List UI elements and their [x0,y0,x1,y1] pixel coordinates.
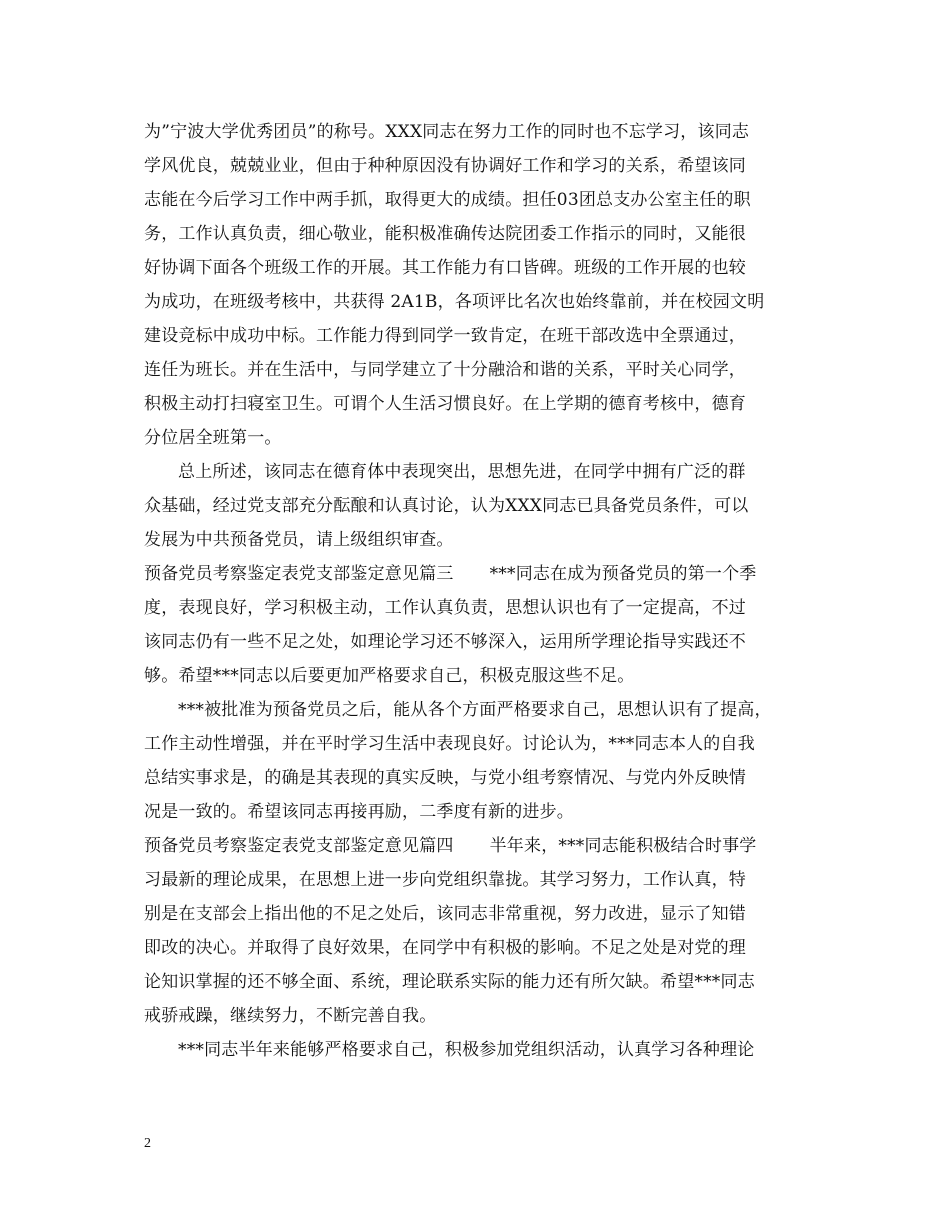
text-line: ***同志半年来能够严格要求自己，积极参加党组织活动，认真学习各种理论 [178,1040,755,1060]
section-heading-text: ***同志在成为预备党员的第一个季 [489,564,757,584]
text-line: 该同志仍有一些不足之处，如理论学习还不够深入，运用所学理论指导实践还不 [144,632,746,652]
section-heading-line [144,557,824,591]
text-line: 学风优良，兢兢业业，但由于种种原因没有协调好工作和学习的关系，希望该同 [144,156,746,176]
text-line: 为”宁波大学优秀团员”的称号。XXX同志在努力工作的同时也不忘学习，该同志 [144,122,750,142]
text-line: 习最新的理论成果，在思想上进一步向党组织靠拢。其学习努力，工作认真，特 [144,870,746,890]
text-line: 戒骄戒躁，继续努力，不断完善自我。 [144,1006,437,1026]
body-text [144,115,824,1067]
text-line: 连任为班长。并在生活中，与同学建立了十分融洽和谐的关系，平时关心同学， [144,360,746,380]
text-line: 为成功，在班级考核中，共获得 2A1B，各项评比名次也始终靠前，并在校园文明 [144,292,765,312]
text-line: 分位居全班第一。 [144,428,282,448]
text-line: 况是一致的。希望该同志再接再励，二季度有新的进步。 [144,802,574,822]
text-line: 建设竞标中成功中标。工作能力得到同学一致肯定，在班干部改选中全票通过， [144,326,746,346]
text-line: 够。希望***同志以后要更加严格要求自己，积极克服这些不足。 [144,666,635,686]
text-line: 工作主动性增强，并在平时学习生活中表现良好。讨论认为，***同志本人的自我 [144,734,755,754]
text-line: 务，工作认真负责，细心敬业，能积极准确传达院团委工作指示的同时，又能很 [144,224,746,244]
text-line: 度，表现良好，学习积极主动，工作认真负责，思想认识也有了一定提高，不过 [144,598,746,618]
text-line: 发展为中共预备党员，请上级组织审查。 [144,530,454,550]
text-line: 众基础，经过党支部充分酝酿和认真讨论，认为XXX同志已具备党员条件，可以 [144,496,749,516]
text-line: 总结实事求是，的确是其表现的真实反映，与党小组考察情况、与党内外反映情 [144,768,746,788]
text-line: 积极主动打扫寝室卫生。可谓个人生活习惯良好。在上学期的德育考核中，德育 [144,394,746,414]
section-heading: 预备党员考察鉴定表党支部鉴定意见篇三 [144,564,454,584]
text-line: 志能在今后学习工作中两手抓，取得更大的成绩。担任03团总支办公室主任的职 [144,190,751,210]
text-line: 即改的决心。并取得了良好效果，在同学中有积极的影响。不足之处是对党的理 [144,938,746,958]
section-heading: 预备党员考察鉴定表党支部鉴定意见篇四 [144,836,454,856]
page-number: 2 [144,1136,151,1151]
section-heading-text: 半年来，***同志能积极结合时事学 [489,836,757,856]
text-line: 好协调下面各个班级工作的开展。其工作能力有口皆碑。班级的工作开展的也较 [144,258,746,278]
text-line: 论知识掌握的还不够全面、系统，理论联系实际的能力还有所欠缺。希望***同志 [144,972,755,992]
text-line: 总上所述，该同志在德育体中表现突出，思想先进，在同学中拥有广泛的群 [178,462,746,482]
section-heading-line [144,829,824,863]
text-line: ***被批准为预备党员之后，能从各个方面严格要求自己，思想认识有了提高， [178,700,772,720]
text-line: 别是在支部会上指出他的不足之处后，该同志非常重视，努力改进，显示了知错 [144,904,746,924]
